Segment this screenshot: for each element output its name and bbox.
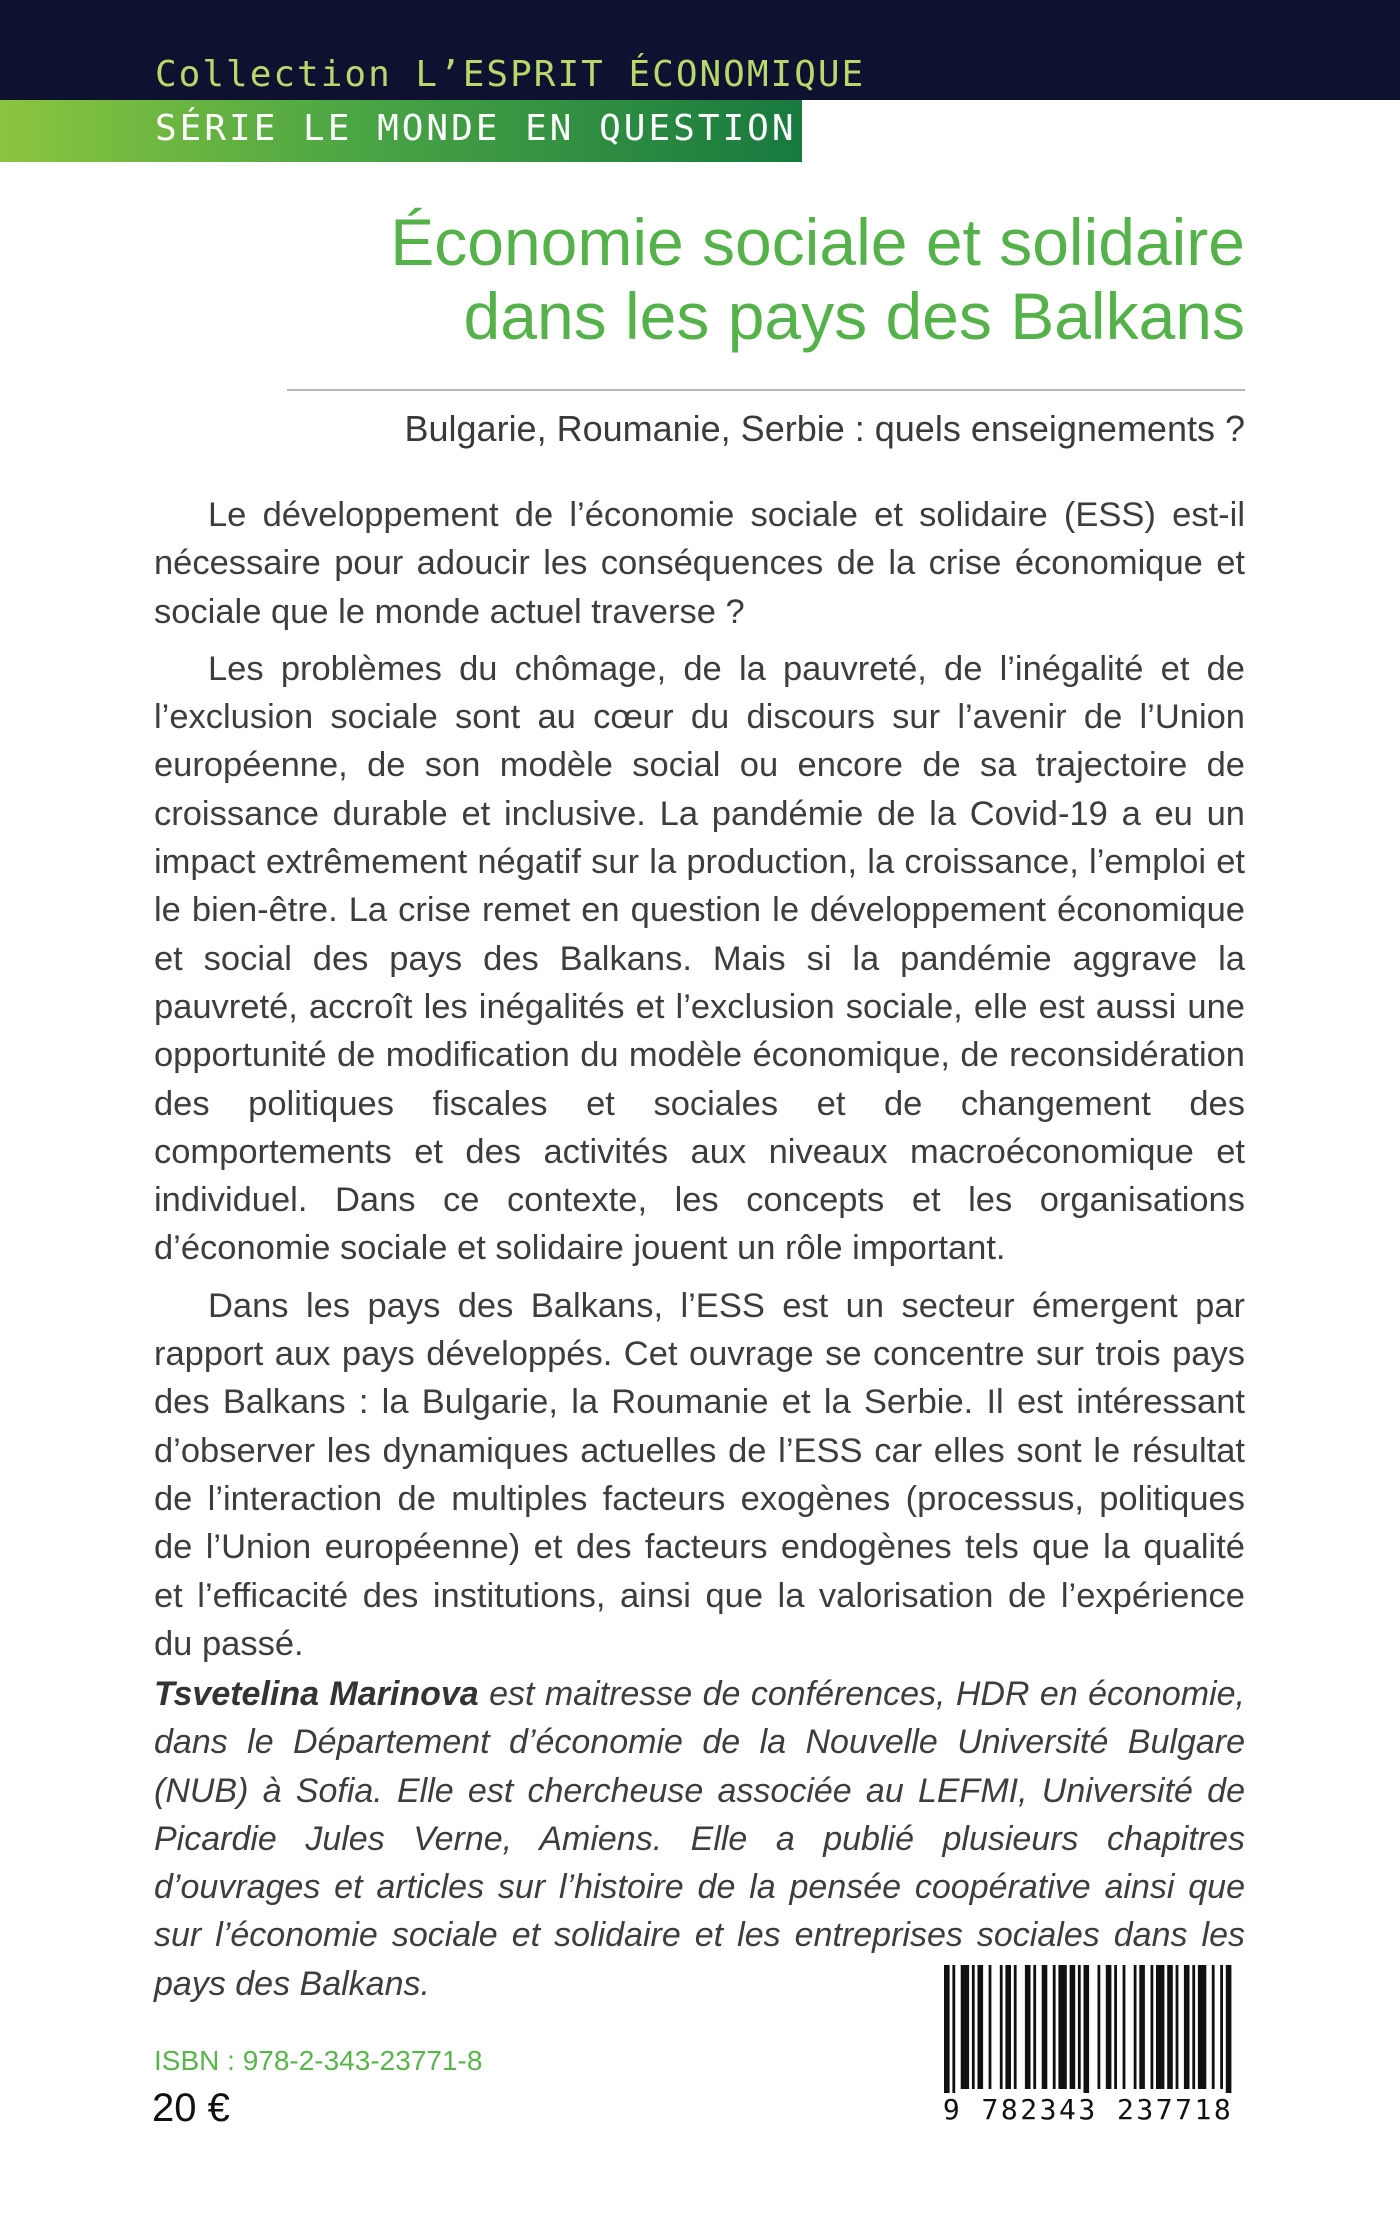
barcode-bar	[1151, 1965, 1154, 2089]
book-title	[390, 205, 1245, 353]
barcode-bar	[1033, 1965, 1036, 2089]
barcode-bar	[1176, 1965, 1179, 2089]
paragraph-2: Les problèmes du chômage, de la pauvreté, de l’inégalité et de l’exclusion sociale sont au cœur du discours sur l’avenir de l’Union européenne, de son modèle social ou encore de sa trajectoire de croissance durable et inclusive. La pandémie de la Covid-19 a eu un impact extrêmement négatif sur la production, la croissance, l’emploi et le bien-être. La crise remet en question le développement économique et social des pays des Balkans. Mais si la pandémie aggrave la pauvreté, accroît les inégalités et l’exclusion sociale, elle est aussi une opportunité de modification du modèle économique, de reconsidération des politiques fiscales et sociales et de changement des comportements et des activités aux niveaux macroéconomique et individuel. Dans ce contexte, les concepts et les organisations d’économie sociale et solidaire jouent un rôle important.	[154, 649, 1245, 1268]
author-bio	[154, 1670, 1245, 2008]
barcode-bar	[1220, 1965, 1223, 2089]
barcode-bar	[972, 1965, 975, 2089]
author-name: Tsvetelina Marinova	[154, 1675, 479, 1713]
barcode-bar	[1058, 1965, 1066, 2089]
barcode-bar	[1106, 1965, 1112, 2089]
barcode-bar	[989, 1965, 992, 2089]
barcode-bar	[1198, 1965, 1206, 2089]
barcode-bar	[1139, 1965, 1145, 2089]
barcode-bar	[1184, 1965, 1190, 2089]
barcode-bar	[1134, 1965, 1137, 2089]
barcode-bar	[1114, 1965, 1117, 2089]
barcode-bars	[938, 1965, 1238, 2099]
barcode-bar	[1025, 1965, 1031, 2089]
book-subtitle: Bulgarie, Roumanie, Serbie : quels enseignements ?	[404, 408, 1245, 449]
barcode-bar	[1053, 1965, 1056, 2089]
collection-label: Collection L’ESPRIT ÉCONOMIQUE	[155, 54, 866, 95]
barcode-bar	[1014, 1965, 1017, 2089]
serie-label: SÉRIE LE MONDE EN QUESTION	[155, 108, 797, 149]
back-cover-text	[154, 491, 1245, 1677]
paragraph-1: Le développement de l’économie sociale et solidaire (ESS) est-il nécessaire pour adoucir les conséquences de la crise économique et sociale que le monde actuel traverse ?	[154, 496, 1245, 631]
barcode-bar	[1167, 1965, 1173, 2089]
barcode-bar	[1042, 1965, 1048, 2089]
barcode-bar	[1156, 1965, 1164, 2089]
author-bio-text: est maitresse de conférences, HDR en économie, dans le Département d’économie de la Nouvelle Université Bulgare (NUB) à Sofia. Elle est chercheuse associée au LEFMI, Université de Picardie Jules Verne, Amiens. Elle a publié plusieurs chapitres d’ouvrages et articles sur l’histoire de la pensée coopérative ainsi que sur l’économie sociale et solidaire et les entreprises sociales dans les pays des Balkans.	[154, 1675, 1246, 2003]
barcode-bar	[978, 1965, 984, 2089]
barcode-bar	[1005, 1965, 1011, 2089]
paragraph-3: Dans les pays des Balkans, l’ESS est un secteur émergent par rapport aux pays développés. Cet ouvrage se concentre sur trois pays des Balkans : la Bulgarie, la Roumanie et la Serbie. Il est intéressant d’observer les dynamiques actuelles de l’ESS car elles sont le résultat de l’interaction de multiples facteurs exogènes (processus, politiques de l’Union européenne) et des facteurs endogènes tels que la qualité et l’efficacité des institutions, ainsi que la valorisation de l’expérience du passé.	[154, 1286, 1245, 1663]
barcode-bar	[1212, 1965, 1215, 2089]
barcode-bar	[952, 1965, 955, 2099]
book-title-line-2: dans les pays des Balkans	[463, 279, 1245, 353]
barcode-digits: 9 782343 237718	[938, 2093, 1238, 2127]
barcode-bar	[1226, 1965, 1232, 2099]
barcode-bar	[1000, 1965, 1003, 2089]
barcode-bar	[944, 1965, 950, 2099]
barcode-bar	[1123, 1965, 1126, 2089]
barcode-bar	[1084, 1965, 1090, 2099]
barcode-bar	[1078, 1965, 1081, 2089]
barcode	[938, 1965, 1238, 2130]
title-divider	[287, 389, 1245, 391]
price-label: 20 €	[152, 2086, 230, 2130]
barcode-bar	[1070, 1965, 1076, 2089]
isbn-label: ISBN : 978-2-343-23771-8	[154, 2045, 483, 2076]
book-title-line-1: Économie sociale et solidaire	[390, 205, 1245, 279]
barcode-bar	[961, 1965, 969, 2089]
barcode-bar	[1192, 1965, 1195, 2089]
barcode-bar	[1098, 1965, 1101, 2089]
